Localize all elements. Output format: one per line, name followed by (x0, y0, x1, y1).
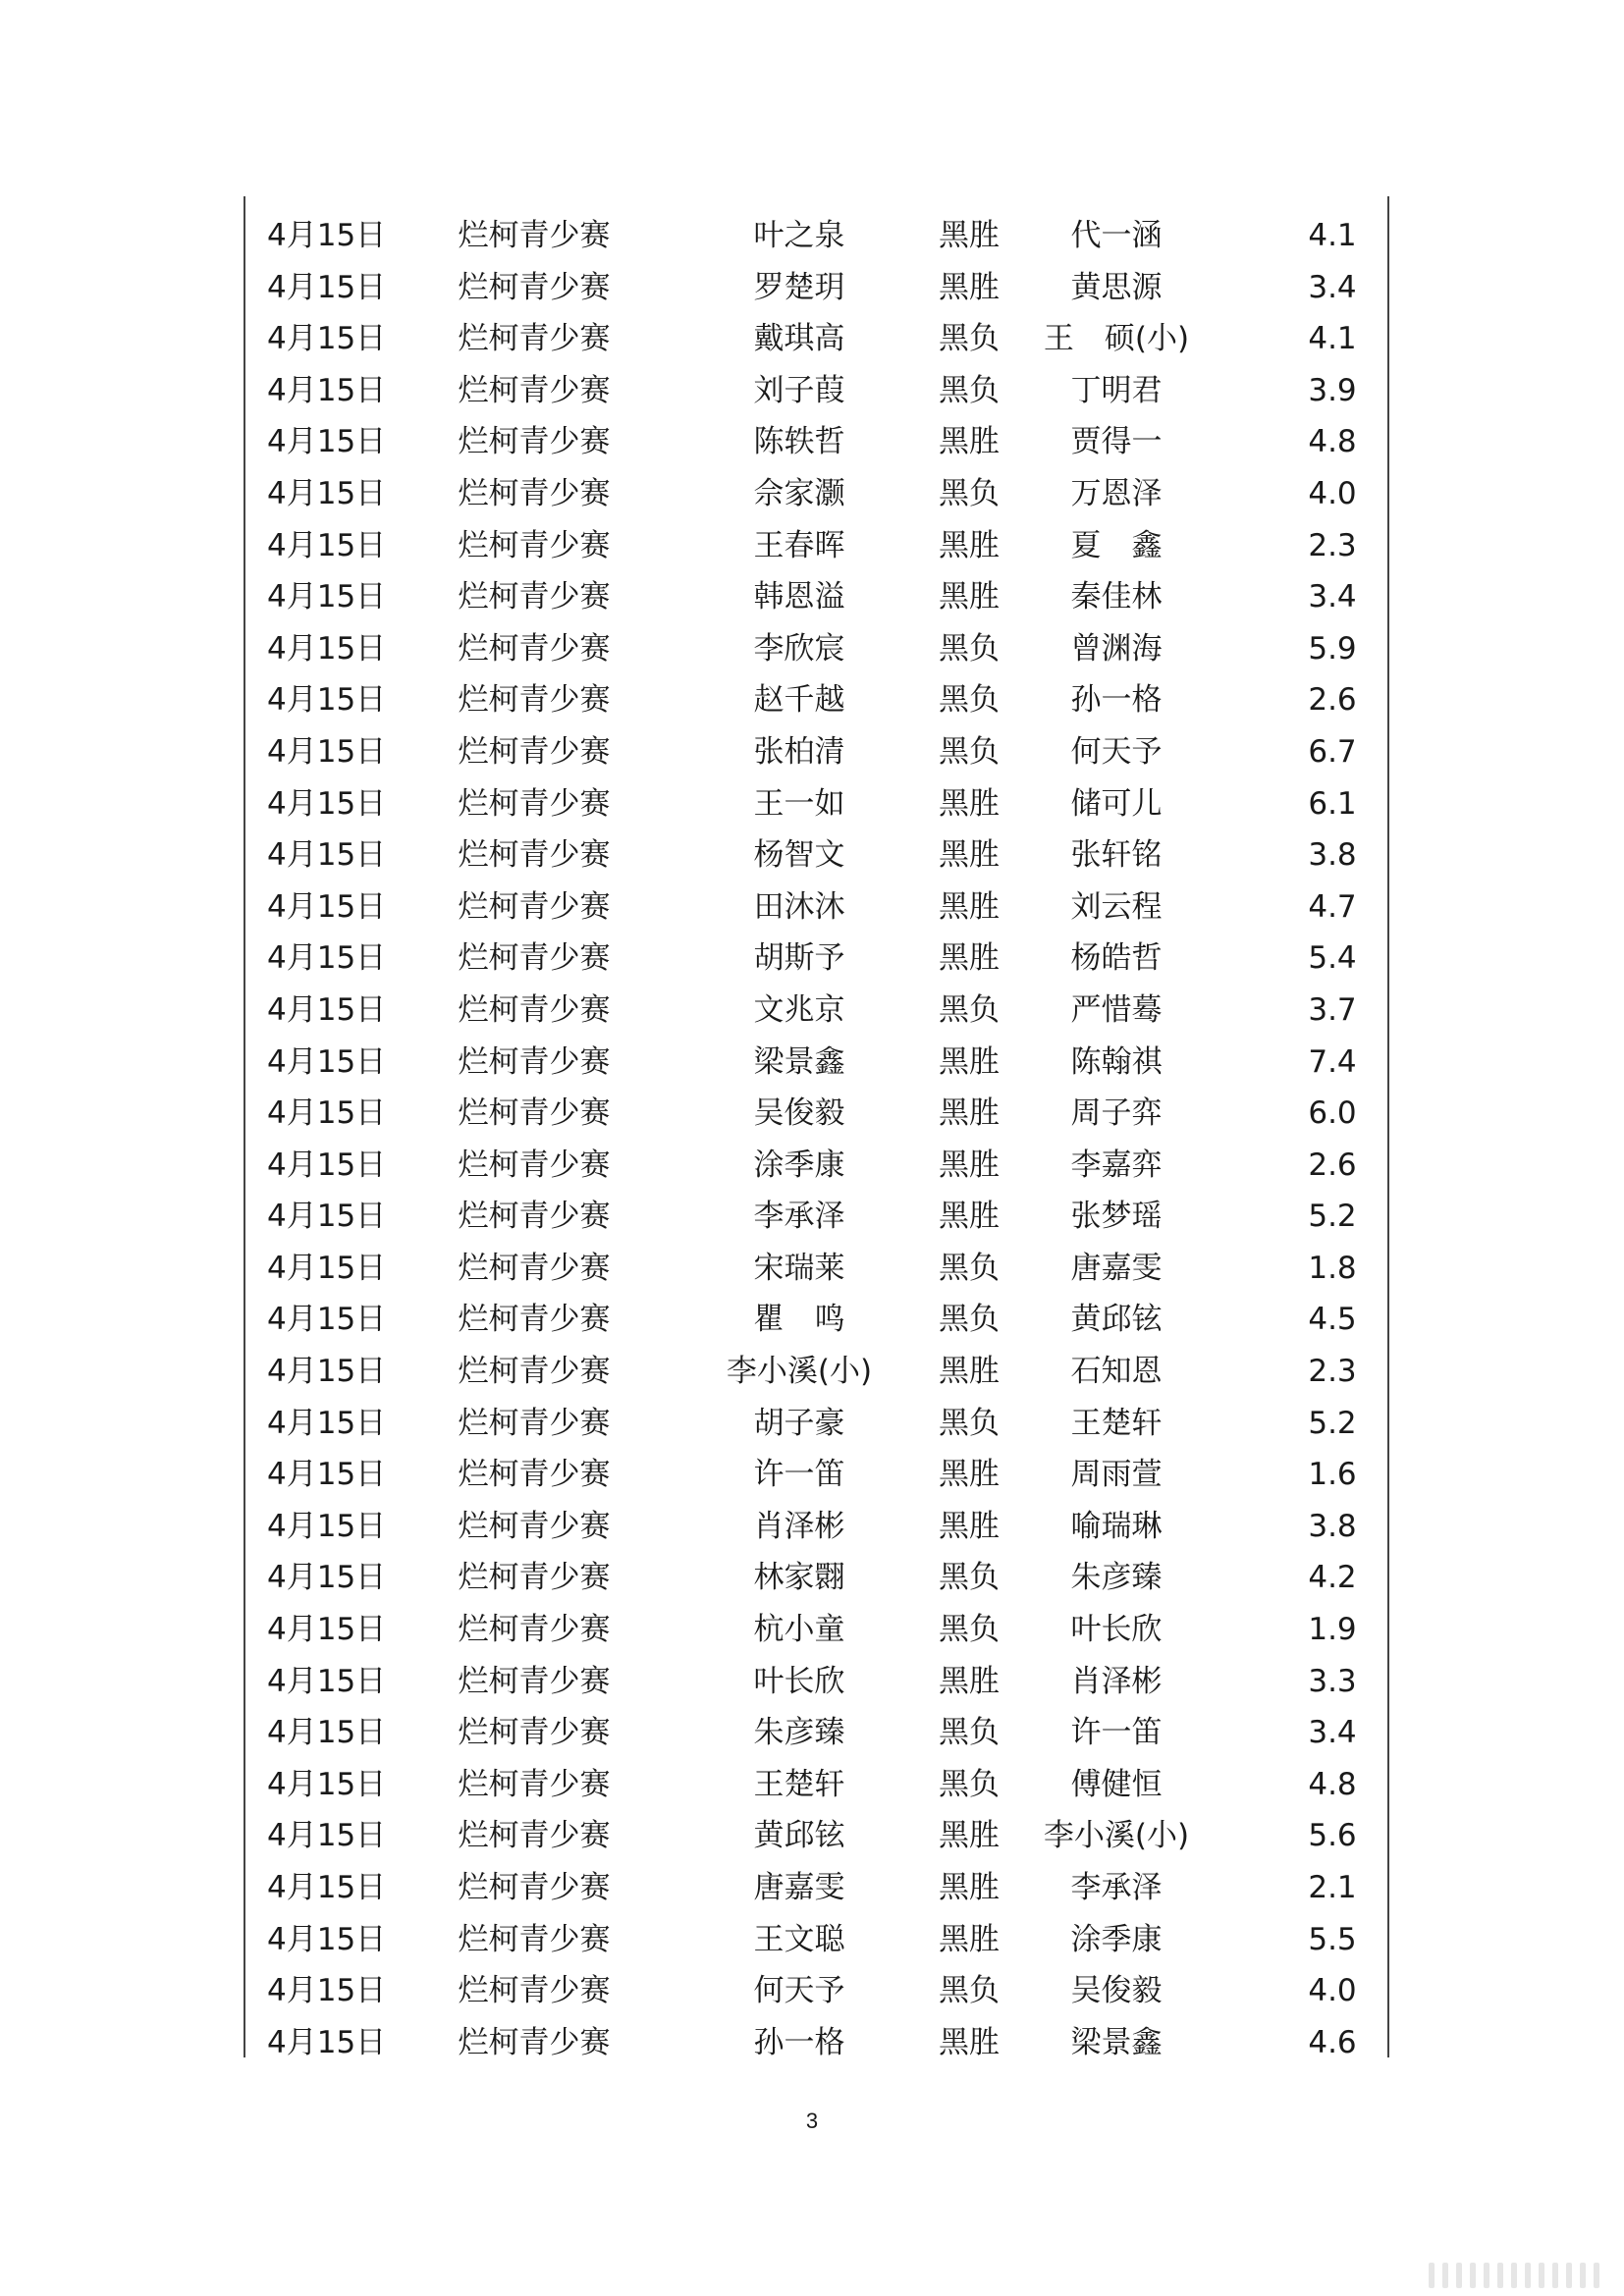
result-cell: 黑胜 (939, 1147, 1000, 1183)
result-cell: 黑胜 (939, 579, 1000, 615)
result-cell: 黑胜 (939, 1818, 1000, 1854)
event-cell: 烂柯青少赛 (458, 1973, 611, 2009)
white-player-cell: 喻瑞琳 (1070, 1508, 1163, 1544)
date-cell: 4月15日 (267, 2024, 387, 2060)
white-player-cell: 石知恩 (1070, 1354, 1163, 1390)
white-player-cell: 肖泽彬 (1070, 1663, 1163, 1699)
black-player-cell: 朱彦臻 (753, 1715, 845, 1751)
score-cell: 3.4 (1308, 579, 1357, 615)
table-row (245, 829, 1387, 881)
result-cell: 黑胜 (939, 527, 1000, 563)
result-cell: 黑胜 (939, 1663, 1000, 1699)
black-player-cell: 杨智文 (753, 837, 845, 874)
date-cell: 4月15日 (267, 888, 387, 925)
table-row (245, 1552, 1387, 1604)
result-cell: 黑胜 (939, 424, 1000, 460)
result-cell: 黑胜 (939, 940, 1000, 977)
date-cell: 4月15日 (267, 1921, 387, 1957)
white-player-cell: 李小溪(小) (1043, 1818, 1190, 1854)
white-player-cell: 傅健恒 (1070, 1766, 1163, 1802)
score-cell: 4.7 (1308, 888, 1357, 925)
event-cell: 烂柯青少赛 (458, 269, 611, 305)
score-cell: 6.7 (1308, 733, 1357, 770)
white-player-cell: 夏 鑫 (1070, 527, 1163, 563)
result-cell: 黑胜 (939, 1354, 1000, 1390)
event-cell: 烂柯青少赛 (458, 1457, 611, 1493)
result-cell: 黑负 (939, 1405, 1000, 1441)
page-number: 3 (805, 2109, 819, 2133)
table-row (245, 1604, 1387, 1656)
black-player-cell: 李承泽 (753, 1199, 845, 1235)
date-cell: 4月15日 (267, 1818, 387, 1854)
date-cell: 4月15日 (267, 682, 387, 719)
score-cell: 5.6 (1308, 1818, 1357, 1854)
score-cell: 3.4 (1308, 1715, 1357, 1751)
date-cell: 4月15日 (267, 1095, 387, 1132)
event-cell: 烂柯青少赛 (458, 1250, 611, 1286)
score-cell: 4.8 (1308, 424, 1357, 460)
result-cell: 黑胜 (939, 2024, 1000, 2060)
table-row (245, 1501, 1387, 1553)
event-cell: 烂柯青少赛 (458, 2024, 611, 2060)
score-cell: 4.8 (1308, 1766, 1357, 1802)
result-cell: 黑负 (939, 733, 1000, 770)
black-player-cell: 黄邱铉 (753, 1818, 845, 1854)
result-cell: 黑胜 (939, 888, 1000, 925)
black-player-cell: 梁景鑫 (753, 1043, 845, 1080)
event-cell: 烂柯青少赛 (458, 1663, 611, 1699)
result-cell: 黑胜 (939, 1199, 1000, 1235)
table-row (245, 1294, 1387, 1346)
event-cell: 烂柯青少赛 (458, 940, 611, 977)
table-row (245, 1243, 1387, 1295)
black-player-cell: 胡子豪 (753, 1405, 845, 1441)
date-cell: 4月15日 (267, 424, 387, 460)
white-player-cell: 李承泽 (1070, 1870, 1163, 1905)
white-player-cell: 何天予 (1070, 733, 1163, 770)
date-cell: 4月15日 (267, 1663, 387, 1699)
white-player-cell: 储可儿 (1070, 785, 1163, 822)
table-row (245, 1965, 1387, 2017)
date-cell: 4月15日 (267, 372, 387, 408)
score-cell: 5.9 (1308, 630, 1357, 667)
date-cell: 4月15日 (267, 1199, 387, 1235)
white-player-cell: 丁明君 (1070, 372, 1163, 408)
white-player-cell: 周子弈 (1070, 1095, 1163, 1132)
score-cell: 7.4 (1308, 1043, 1357, 1080)
event-cell: 烂柯青少赛 (458, 1147, 611, 1183)
score-cell: 2.3 (1308, 527, 1357, 563)
result-cell: 黑负 (939, 630, 1000, 667)
event-cell: 烂柯青少赛 (458, 1818, 611, 1854)
score-cell: 1.8 (1308, 1250, 1357, 1286)
date-cell: 4月15日 (267, 1405, 387, 1441)
date-cell: 4月15日 (267, 1250, 387, 1286)
white-player-cell: 许一笛 (1070, 1715, 1163, 1751)
table-row (245, 1088, 1387, 1140)
black-player-cell: 张柏清 (753, 733, 845, 770)
event-cell: 烂柯青少赛 (458, 1921, 611, 1957)
black-player-cell: 孙一格 (753, 2024, 845, 2060)
score-cell: 5.2 (1308, 1199, 1357, 1235)
score-cell: 4.2 (1308, 1560, 1357, 1596)
date-cell: 4月15日 (267, 630, 387, 667)
event-cell: 烂柯青少赛 (458, 837, 611, 874)
result-cell: 黑胜 (939, 1921, 1000, 1957)
date-cell: 4月15日 (267, 940, 387, 977)
black-player-cell: 文兆京 (753, 991, 845, 1028)
table-row (245, 520, 1387, 572)
date-cell: 4月15日 (267, 1715, 387, 1751)
white-player-cell: 朱彦臻 (1070, 1560, 1163, 1596)
black-player-cell: 韩恩溢 (753, 579, 845, 615)
result-cell: 黑胜 (939, 785, 1000, 822)
event-cell: 烂柯青少赛 (458, 321, 611, 357)
black-player-cell: 宋瑞莱 (753, 1250, 845, 1286)
black-player-cell: 涂季康 (753, 1147, 845, 1183)
event-cell: 烂柯青少赛 (458, 733, 611, 770)
event-cell: 烂柯青少赛 (458, 785, 611, 822)
score-cell: 4.1 (1308, 321, 1357, 357)
score-cell: 3.8 (1308, 1508, 1357, 1544)
result-cell: 黑负 (939, 321, 1000, 357)
table-row (245, 1656, 1387, 1708)
date-cell: 4月15日 (267, 837, 387, 874)
score-cell: 4.0 (1308, 475, 1357, 511)
result-cell: 黑负 (939, 1302, 1000, 1338)
black-player-cell: 陈轶哲 (753, 424, 845, 460)
table-row (245, 726, 1387, 778)
white-player-cell: 曾渊海 (1070, 630, 1163, 667)
score-cell: 6.0 (1308, 1095, 1357, 1132)
white-player-cell: 孙一格 (1070, 682, 1163, 719)
black-player-cell: 王文聪 (753, 1921, 845, 1957)
score-cell: 4.1 (1308, 218, 1357, 253)
result-cell: 黑胜 (939, 1095, 1000, 1132)
event-cell: 烂柯青少赛 (458, 475, 611, 511)
date-cell: 4月15日 (267, 1354, 387, 1390)
result-cell: 黑胜 (939, 1457, 1000, 1493)
table-row (245, 985, 1387, 1037)
table-row (245, 365, 1387, 417)
white-player-cell: 黄思源 (1070, 269, 1163, 305)
black-player-cell: 王一如 (753, 785, 845, 822)
table-row (245, 571, 1387, 623)
black-player-cell: 许一笛 (753, 1457, 845, 1493)
table-row (245, 1449, 1387, 1501)
white-player-cell: 梁景鑫 (1070, 2024, 1163, 2060)
score-cell: 4.5 (1308, 1302, 1357, 1338)
event-cell: 烂柯青少赛 (458, 1354, 611, 1390)
white-player-cell: 陈翰祺 (1070, 1043, 1163, 1080)
white-player-cell: 严惜蓦 (1070, 991, 1163, 1028)
score-cell: 2.3 (1308, 1354, 1357, 1390)
date-cell: 4月15日 (267, 1766, 387, 1802)
table-row (245, 416, 1387, 468)
table-row (245, 262, 1387, 314)
score-cell: 4.0 (1308, 1973, 1357, 2009)
table-row (245, 1810, 1387, 1862)
white-player-cell: 张轩铭 (1070, 837, 1163, 874)
white-player-cell: 万恩泽 (1070, 475, 1163, 511)
results-rows (245, 210, 1387, 2068)
result-cell: 黑胜 (939, 269, 1000, 305)
result-cell: 黑胜 (939, 218, 1000, 253)
date-cell: 4月15日 (267, 321, 387, 357)
table-row (245, 1346, 1387, 1398)
black-player-cell: 吴俊毅 (753, 1095, 845, 1132)
result-cell: 黑负 (939, 1560, 1000, 1596)
black-player-cell: 刘子葭 (753, 372, 845, 408)
date-cell: 4月15日 (267, 475, 387, 511)
event-cell: 烂柯青少赛 (458, 1766, 611, 1802)
score-cell: 5.5 (1308, 1921, 1357, 1957)
date-cell: 4月15日 (267, 1870, 387, 1905)
event-cell: 烂柯青少赛 (458, 991, 611, 1028)
event-cell: 烂柯青少赛 (458, 888, 611, 925)
score-cell: 2.1 (1308, 1870, 1357, 1905)
white-player-cell: 秦佳林 (1070, 579, 1163, 615)
table-row (245, 778, 1387, 830)
black-player-cell: 李小溪(小) (726, 1354, 873, 1390)
date-cell: 4月15日 (267, 1302, 387, 1338)
black-player-cell: 唐嘉雯 (753, 1870, 845, 1905)
result-cell: 黑胜 (939, 1508, 1000, 1544)
table-row (245, 1398, 1387, 1450)
black-player-cell: 叶之泉 (753, 218, 845, 253)
event-cell: 烂柯青少赛 (458, 1715, 611, 1751)
score-cell: 3.4 (1308, 269, 1357, 305)
result-cell: 黑负 (939, 1766, 1000, 1802)
score-cell: 2.6 (1308, 1147, 1357, 1183)
event-cell: 烂柯青少赛 (458, 1043, 611, 1080)
black-player-cell: 李欣宸 (753, 630, 845, 667)
table-row (245, 1707, 1387, 1759)
table-row (245, 1037, 1387, 1089)
event-cell: 烂柯青少赛 (458, 1560, 611, 1596)
black-player-cell: 戴琪高 (753, 321, 845, 357)
date-cell: 4月15日 (267, 1043, 387, 1080)
white-player-cell: 刘云程 (1070, 888, 1163, 925)
event-cell: 烂柯青少赛 (458, 682, 611, 719)
white-player-cell: 杨皓哲 (1070, 940, 1163, 977)
black-player-cell: 杭小童 (753, 1612, 845, 1648)
date-cell: 4月15日 (267, 1147, 387, 1183)
date-cell: 4月15日 (267, 1612, 387, 1648)
black-player-cell: 田沐沐 (753, 888, 845, 925)
black-player-cell: 王楚轩 (753, 1766, 845, 1802)
score-cell: 3.3 (1308, 1663, 1357, 1699)
white-player-cell: 叶长欣 (1070, 1612, 1163, 1648)
score-cell: 1.9 (1308, 1612, 1357, 1648)
event-cell: 烂柯青少赛 (458, 1199, 611, 1235)
score-cell: 5.4 (1308, 940, 1357, 977)
event-cell: 烂柯青少赛 (458, 579, 611, 615)
white-player-cell: 张梦瑶 (1070, 1199, 1163, 1235)
white-player-cell: 涂季康 (1070, 1921, 1163, 1957)
date-cell: 4月15日 (267, 1560, 387, 1596)
white-player-cell: 唐嘉雯 (1070, 1250, 1163, 1286)
table-row (245, 210, 1387, 262)
event-cell: 烂柯青少赛 (458, 424, 611, 460)
white-player-cell: 吴俊毅 (1070, 1973, 1163, 2009)
score-cell: 3.7 (1308, 991, 1357, 1028)
white-player-cell: 黄邱铉 (1070, 1302, 1163, 1338)
white-player-cell: 代一涵 (1070, 218, 1163, 253)
result-cell: 黑负 (939, 475, 1000, 511)
white-player-cell: 王楚轩 (1070, 1405, 1163, 1441)
result-cell: 黑胜 (939, 1870, 1000, 1905)
event-cell: 烂柯青少赛 (458, 1508, 611, 1544)
result-cell: 黑负 (939, 682, 1000, 719)
table-row (245, 313, 1387, 365)
event-cell: 烂柯青少赛 (458, 1870, 611, 1905)
score-cell: 4.6 (1308, 2024, 1357, 2060)
white-player-cell: 贾得一 (1070, 424, 1163, 460)
date-cell: 4月15日 (267, 1508, 387, 1544)
table-row (245, 881, 1387, 934)
table-row (245, 1759, 1387, 1811)
date-cell: 4月15日 (267, 733, 387, 770)
table-row (245, 1191, 1387, 1243)
score-cell: 2.6 (1308, 682, 1357, 719)
result-cell: 黑胜 (939, 1043, 1000, 1080)
white-player-cell: 周雨萱 (1070, 1457, 1163, 1493)
white-player-cell: 王 硕(小) (1043, 321, 1190, 357)
table-row (245, 2017, 1387, 2069)
result-cell: 黑负 (939, 1612, 1000, 1648)
table-row (245, 1914, 1387, 1966)
event-cell: 烂柯青少赛 (458, 527, 611, 563)
table-row (245, 623, 1387, 675)
date-cell: 4月15日 (267, 991, 387, 1028)
date-cell: 4月15日 (267, 785, 387, 822)
score-cell: 3.8 (1308, 837, 1357, 874)
score-cell: 1.6 (1308, 1457, 1357, 1493)
date-cell: 4月15日 (267, 579, 387, 615)
table-row (245, 468, 1387, 520)
event-cell: 烂柯青少赛 (458, 1405, 611, 1441)
table-row (245, 1862, 1387, 1914)
event-cell: 烂柯青少赛 (458, 1095, 611, 1132)
watermark-bars-icon (1429, 2261, 1605, 2290)
black-player-cell: 叶长欣 (753, 1663, 845, 1699)
result-cell: 黑胜 (939, 837, 1000, 874)
event-cell: 烂柯青少赛 (458, 1612, 611, 1648)
date-cell: 4月15日 (267, 269, 387, 305)
score-cell: 3.9 (1308, 372, 1357, 408)
event-cell: 烂柯青少赛 (458, 630, 611, 667)
results-table (244, 196, 1389, 2060)
black-player-cell: 罗楚玥 (753, 269, 845, 305)
score-cell: 5.2 (1308, 1405, 1357, 1441)
date-cell: 4月15日 (267, 218, 387, 253)
date-cell: 4月15日 (267, 527, 387, 563)
black-player-cell: 赵千越 (753, 682, 845, 719)
event-cell: 烂柯青少赛 (458, 372, 611, 408)
black-player-cell: 肖泽彬 (753, 1508, 845, 1544)
black-player-cell: 林家翾 (753, 1560, 845, 1596)
black-player-cell: 胡斯予 (753, 940, 845, 977)
white-player-cell: 李嘉弈 (1070, 1147, 1163, 1183)
event-cell: 烂柯青少赛 (458, 218, 611, 253)
table-row (245, 1140, 1387, 1192)
result-cell: 黑负 (939, 1250, 1000, 1286)
event-cell: 烂柯青少赛 (458, 1302, 611, 1338)
black-player-cell: 王春晖 (753, 527, 845, 563)
date-cell: 4月15日 (267, 1457, 387, 1493)
black-player-cell: 瞿 鸣 (753, 1302, 845, 1338)
date-cell: 4月15日 (267, 1973, 387, 2009)
result-cell: 黑负 (939, 372, 1000, 408)
result-cell: 黑负 (939, 1973, 1000, 2009)
result-cell: 黑负 (939, 991, 1000, 1028)
result-cell: 黑负 (939, 1715, 1000, 1751)
table-row (245, 674, 1387, 726)
black-player-cell: 何天予 (753, 1973, 845, 2009)
black-player-cell: 佘家灏 (753, 475, 845, 511)
score-cell: 6.1 (1308, 785, 1357, 822)
table-row (245, 933, 1387, 985)
